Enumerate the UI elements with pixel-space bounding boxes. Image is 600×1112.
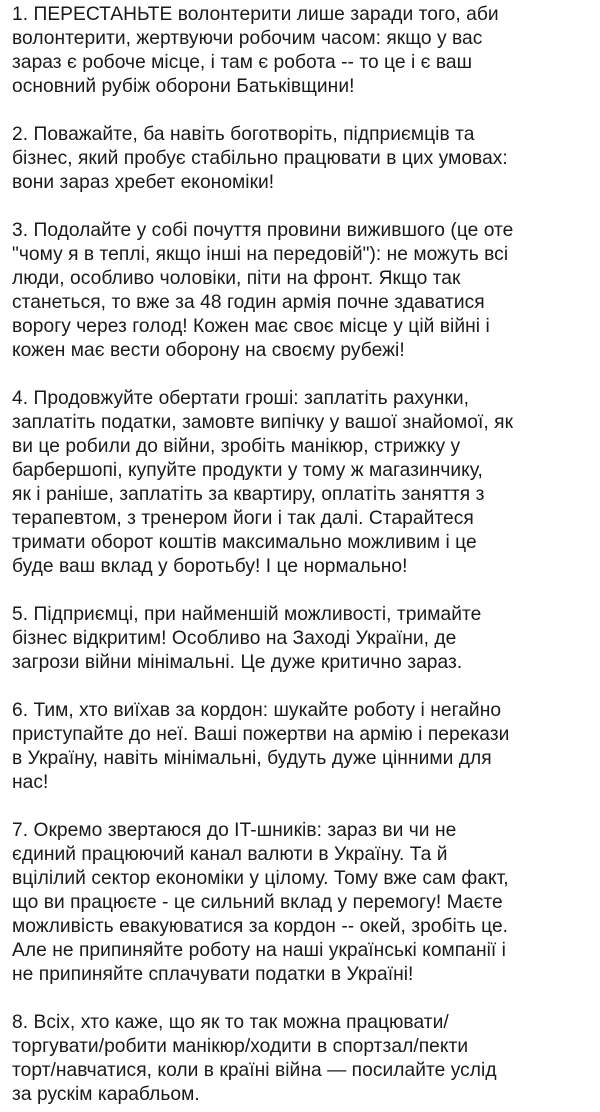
paragraph-line: нас! <box>12 772 49 793</box>
paragraph-line: терапевтом, з тренером йоги і так далі. Старайтеся <box>12 508 474 529</box>
paragraph-line: загрози війни мінімальні. Це дуже критично зараз. <box>12 652 463 673</box>
paragraph-line: бізнес відкритим! Особливо на Заході України, де <box>12 628 457 649</box>
paragraph-line: 5. Підприємці, при найменшій можливості, тримайте <box>12 604 482 625</box>
paragraph-line: за рускім карабльом. <box>12 1084 200 1105</box>
paragraph-line: кожен має вести оборону на своєму рубежі! <box>12 340 405 361</box>
paragraph-6 <box>12 699 588 795</box>
paragraph-line: торт/навчатися, коли в країні війна — посилайте услід <box>12 1060 497 1081</box>
paragraph-line: 3. Подолайте у собі почуття провини вижившого (це оте <box>12 220 514 241</box>
paragraph-line: зараз є робоче місце, і там є робота -- то це і є ваш <box>12 52 473 73</box>
paragraph-line: 8. Всіх, хто каже, що як то так можна працювати/ <box>12 1012 449 1033</box>
paragraph-line: Але не припиняйте роботу на наші українські компанії і <box>12 940 506 961</box>
paragraph-line: як і раніше, заплатіть за квартиру, оплатіть заняття з <box>12 484 485 505</box>
paragraph-line: 2. Поважайте, ба навіть боготворіть, підприємців та <box>12 124 475 145</box>
paragraph-line: волонтерити, жертвуючи робочим часом: якщо у вас <box>12 28 483 49</box>
paragraph-line: тримати оборот коштів максимально можливим і це <box>12 532 477 553</box>
paragraph-line: в Україну, навіть мінімальні, будуть дуже цінними для <box>12 748 492 769</box>
paragraph-5 <box>12 603 588 675</box>
paragraph-line: основний рубіж оборони Батьківщини! <box>12 76 355 97</box>
paragraph-3 <box>12 219 588 363</box>
paragraph-line: приступайте до неї. Ваші пожертви на армію і перекази <box>12 724 510 745</box>
paragraph-8 <box>12 1011 588 1107</box>
paragraph-line: 7. Окремо звертаюся до IT-шників: зараз ви чи не <box>12 820 457 841</box>
paragraph-7 <box>12 819 588 987</box>
paragraph-line: що ви працюєте - це сильний вклад у перемогу! Маєте <box>12 892 503 913</box>
paragraph-line: бізнес, який пробує стабільно працювати в цих умовах: <box>12 148 508 169</box>
paragraph-line: вцілілий сектор економіки у цілому. Тому вже сам факт, <box>12 868 509 889</box>
paragraph-line: люди, особливо чоловіки, піти на фронт. Якщо так <box>12 268 461 289</box>
paragraph-line: 1. ПЕРЕСТАНЬТЕ волонтерити лише заради того, аби <box>12 4 499 25</box>
paragraph-line: ворогу через голод! Кожен має своє місце у цій війні і <box>12 316 490 337</box>
paragraph-2 <box>12 123 588 195</box>
paragraph-line: вони зараз хребет економіки! <box>12 172 275 193</box>
paragraph-1 <box>12 3 588 99</box>
paragraph-4 <box>12 387 588 579</box>
paragraph-line: станеться, то вже за 48 годин армія почне здаватися <box>12 292 485 313</box>
paragraph-line: 4. Продовжуйте обертати гроші: заплатіть рахунки, <box>12 388 469 409</box>
paragraph-line: можливість евакуюватися за кордон -- окей, зробіть це. <box>12 916 509 937</box>
paragraph-line: ви це робили до війни, зробіть манікюр, стрижку у <box>12 436 461 457</box>
paragraph-line: єдиний працюючий канал валюти в Україну. Та й <box>12 844 448 865</box>
paragraph-line: не припиняйте сплачувати податки в Україні! <box>12 964 414 985</box>
paragraph-line: торгувати/робити манікюр/ходити в спортзал/пекти <box>12 1036 469 1057</box>
paragraph-line: барбершопі, купуйте продукти у тому ж магазинчику, <box>12 460 483 481</box>
paragraph-line: заплатіть податки, замовте випічку у вашої знайомої, як <box>12 412 514 433</box>
paragraph-line: 6. Тим, хто виїхав за кордон: шукайте роботу і негайно <box>12 700 502 721</box>
paragraph-line: "чому я в теплі, якщо інші на передовій"): не можуть всі <box>12 244 509 265</box>
paragraph-line: буде ваш вклад у боротьбу! І це нормально! <box>12 556 408 577</box>
